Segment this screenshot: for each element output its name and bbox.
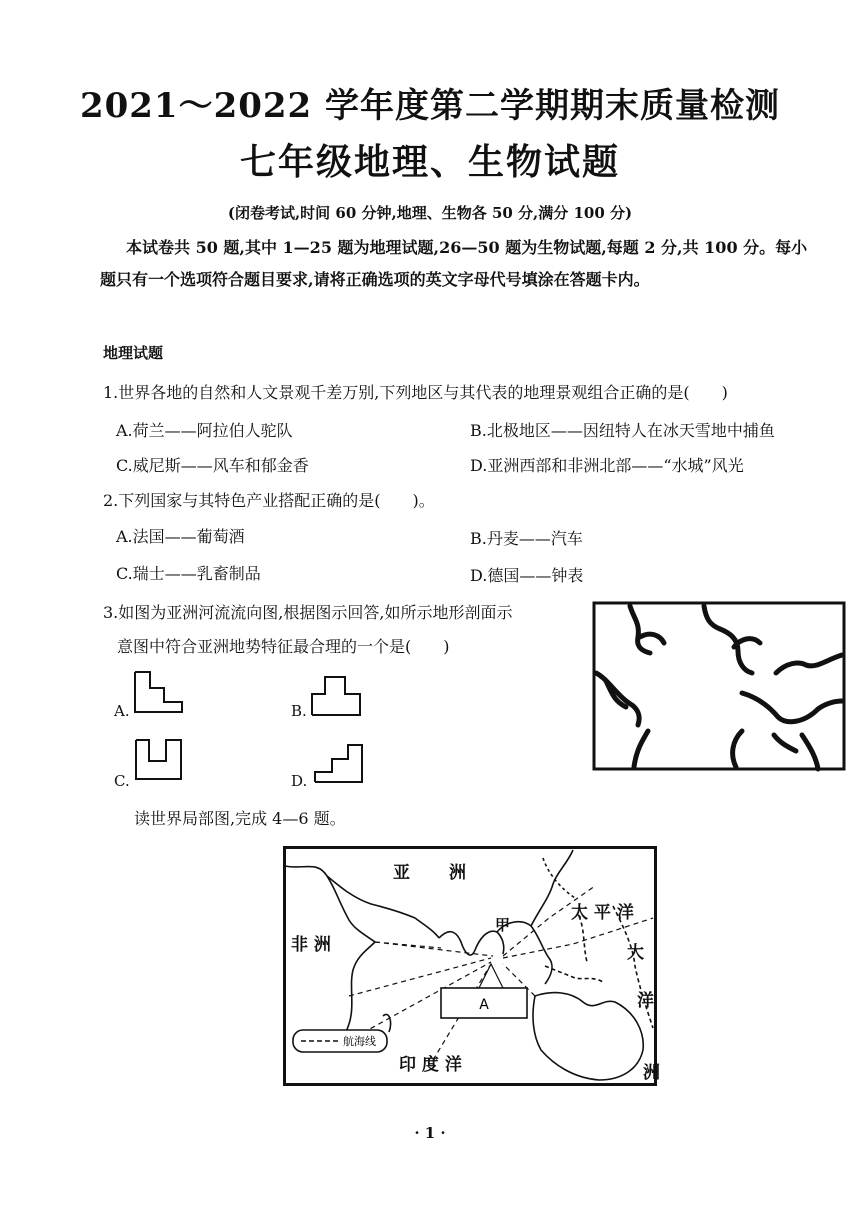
label-africa: 非 洲	[291, 935, 331, 955]
q1-option-a: A.荷兰——阿拉伯人驼队	[116, 421, 293, 440]
section-title: 地理试题	[103, 344, 164, 362]
exam-note: (闭卷考试,时间 60 分钟,地理、生物各 50 分,满分 100 分)	[227, 204, 633, 222]
river-6	[634, 731, 648, 767]
q2-option-a: A.法国——葡萄酒	[116, 527, 245, 546]
question-3-line-1: 3.如图为亚洲河流流向图,根据图示回答,如所示地形剖面示	[103, 603, 513, 622]
question-1-stem: 1.世界各地的自然和人文景观千差万别,下列地区与其代表的地理景观组合正确的是( )	[103, 383, 728, 402]
instruction-line-2: 题只有一个选项符合题目要求,请将正确选项的英文字母代号填涂在答题卡内。	[100, 270, 650, 289]
q2-option-b: B.丹麦——汽车	[470, 529, 583, 548]
question-3-line-2: 意图中符合亚洲地势特征最合理的一个是( )	[117, 637, 450, 656]
q2-option-c: C.瑞士——乳畜制品	[116, 564, 261, 583]
legend-label: 航海线	[343, 1035, 376, 1048]
q3-option-a-profile	[132, 670, 186, 716]
river-1	[630, 606, 650, 653]
q3-option-c-label: C.	[114, 772, 130, 790]
label-pacific: 太 平 洋	[571, 903, 634, 923]
label-asia-2: 洲	[449, 863, 466, 883]
river-1-branch	[640, 634, 664, 643]
label-jia: 甲	[495, 916, 511, 934]
instruction-line-1: 本试卷共 50 题,其中 1—25 题为地理试题,26—50 题为生物试题,每题 2 分,共 100 分。每小	[126, 238, 808, 257]
q3-option-b-label: B.	[291, 702, 307, 720]
exam-subtitle: 七年级地理、生物试题	[239, 141, 620, 183]
q1-option-d: D.亚洲西部和非洲北部——“水城”风光	[470, 456, 744, 475]
q3-option-d-profile	[312, 742, 366, 786]
q1-option-c: C.威尼斯——风车和郁金香	[116, 456, 309, 475]
river-3	[776, 655, 842, 673]
question-3-stem	[103, 596, 583, 664]
river-7	[733, 731, 742, 767]
world-partial-map	[283, 846, 660, 1086]
label-yang: 洋	[637, 991, 654, 1011]
label-da: 大	[627, 943, 644, 963]
q3-option-a-label: A.	[114, 702, 130, 720]
map-read-prompt: 读世界局部图,完成 4—6 题。	[134, 809, 346, 828]
asia-river-flow-diagram	[592, 601, 846, 771]
q3-option-c-profile	[133, 737, 187, 783]
exam-title: 2021～2022 学年度第二学期期末质量检测	[79, 86, 781, 126]
river-8-branch	[774, 735, 796, 751]
river-2-branch	[734, 639, 760, 647]
river-5	[742, 693, 842, 722]
q2-option-d: D.德国——钟表	[470, 566, 584, 585]
instructions	[100, 232, 860, 296]
q3-option-d-label: D.	[291, 772, 308, 790]
q3-option-b-profile	[310, 674, 364, 718]
box-a-label: A	[479, 997, 489, 1013]
river-8	[802, 735, 818, 769]
label-indian-ocean: 印 度 洋	[399, 1055, 462, 1075]
label-asia-1: 亚	[393, 863, 410, 883]
page-number: · 1 ·	[414, 1124, 446, 1142]
q1-option-b: B.北极地区——因纽特人在冰天雪地中捕鱼	[470, 421, 775, 440]
question-2-stem: 2.下列国家与其特色产业搭配正确的是( )。	[103, 491, 435, 510]
label-zhou: 洲	[643, 1063, 660, 1083]
